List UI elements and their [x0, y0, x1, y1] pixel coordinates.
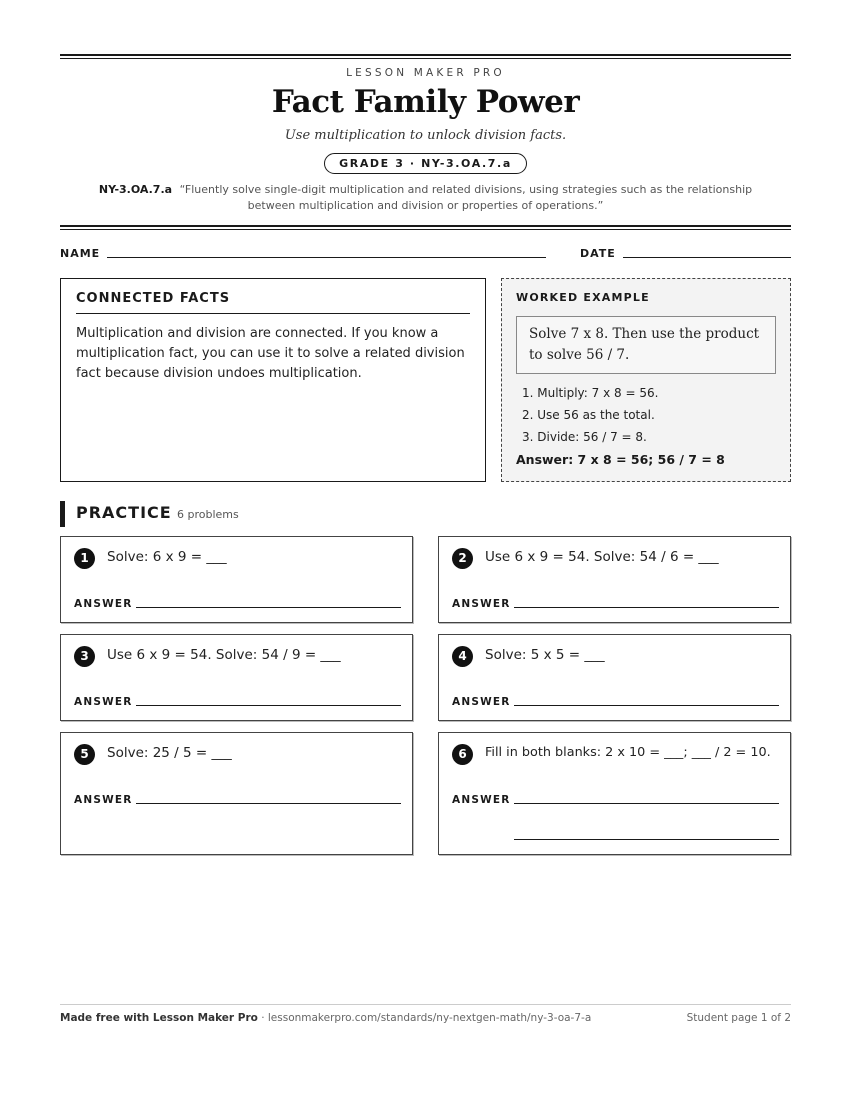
footer-rule: [60, 1004, 791, 1005]
answer-line[interactable]: [514, 803, 779, 804]
footer-made-with: Made free with Lesson Maker Pro: [60, 1012, 258, 1024]
worked-example-heading: WORKED EXAMPLE: [516, 291, 650, 304]
answer-line[interactable]: [514, 705, 779, 706]
problem-number-badge: 5: [74, 744, 95, 765]
answer-label: ANSWER: [74, 696, 133, 708]
answer-label: ANSWER: [452, 598, 511, 610]
worked-example-steps: [516, 382, 776, 448]
answer-label: ANSWER: [74, 794, 133, 806]
problem-card-2: [438, 536, 791, 623]
header-top-rule: [60, 54, 791, 59]
connected-facts-heading: CONNECTED FACTS: [76, 291, 470, 314]
footer-url[interactable]: · lessonmakerpro.com/standards/ny-nextgen-math/ny-3-oa-7-a: [257, 1012, 592, 1024]
brand-name: LESSON MAKER PRO: [346, 67, 505, 79]
grade-badge: GRADE 3 · NY-3.OA.7.a: [324, 153, 527, 174]
problem-text: Solve: 25 / 5 = ___: [107, 745, 232, 761]
problem-text: Solve: 5 x 5 = ___: [485, 647, 605, 663]
connected-facts-box: [60, 278, 486, 482]
problem-text: Use 6 x 9 = 54. Solve: 54 / 9 = ___: [107, 647, 341, 663]
name-line[interactable]: [107, 257, 546, 258]
problem-card-4: [438, 634, 791, 721]
answer-line[interactable]: [136, 607, 401, 608]
footer-page-indicator: Student page 1 of 2: [686, 1012, 791, 1024]
problem-number-badge: 1: [74, 548, 95, 569]
connected-facts-body: Multiplication and division are connected. If you know a multiplication fact, you can use it to solve a related division fact because division undoes multiplication.: [76, 326, 465, 381]
problem-number-badge: 2: [452, 548, 473, 569]
practice-accent-bar: [60, 501, 65, 527]
problem-text: Use 6 x 9 = 54. Solve: 54 / 6 = ___: [485, 549, 719, 565]
problem-card-3: [60, 634, 413, 721]
worked-example-problem: Solve 7 x 8. Then use the product to solve 56 / 7.: [516, 316, 776, 374]
page-title: Fact Family Power: [271, 84, 580, 120]
worked-example-box: [501, 278, 791, 482]
problem-card-1: [60, 536, 413, 623]
practice-count: 6 problems: [177, 508, 239, 521]
problem-number-badge: 3: [74, 646, 95, 667]
header-bottom-rule: [60, 225, 791, 230]
answer-line[interactable]: [136, 705, 401, 706]
problem-text: Fill in both blanks: 2 x 10 = ___; ___ / 2 = 10.: [485, 745, 771, 760]
worksheet-page: [60, 0, 791, 1100]
answer-line-second[interactable]: [514, 839, 779, 840]
page-subtitle: Use multiplication to unlock division facts.: [284, 128, 567, 143]
standard-description: [80, 182, 771, 214]
worked-example-step: 2. Use 56 as the total.: [522, 408, 655, 422]
date-label: DATE: [580, 247, 616, 260]
answer-label: ANSWER: [74, 598, 133, 610]
problem-number-badge: 4: [452, 646, 473, 667]
standard-code: NY-3.OA.7.a: [98, 183, 173, 196]
worked-example-step: 3. Divide: 56 / 7 = 8.: [522, 430, 647, 444]
answer-label: ANSWER: [452, 794, 511, 806]
worked-example-answer: Answer: 7 x 8 = 56; 56 / 7 = 8: [516, 452, 725, 467]
problem-card-6: [438, 732, 791, 855]
name-label: NAME: [60, 247, 101, 260]
problem-number-badge: 6: [452, 744, 473, 765]
answer-label: ANSWER: [452, 696, 511, 708]
worked-example-step: 1. Multiply: 7 x 8 = 56.: [522, 386, 659, 400]
problem-text: Solve: 6 x 9 = ___: [107, 549, 227, 565]
answer-line[interactable]: [514, 607, 779, 608]
footer-credit: [60, 1012, 591, 1024]
standard-text: “Fluently solve single-digit multiplication and related divisions, using strategies such as the relationship between multiplication and division or properties of operations.”: [179, 183, 753, 212]
date-line[interactable]: [623, 257, 791, 258]
practice-heading: PRACTICE: [76, 503, 172, 522]
answer-line[interactable]: [136, 803, 401, 804]
problem-card-5: [60, 732, 413, 855]
